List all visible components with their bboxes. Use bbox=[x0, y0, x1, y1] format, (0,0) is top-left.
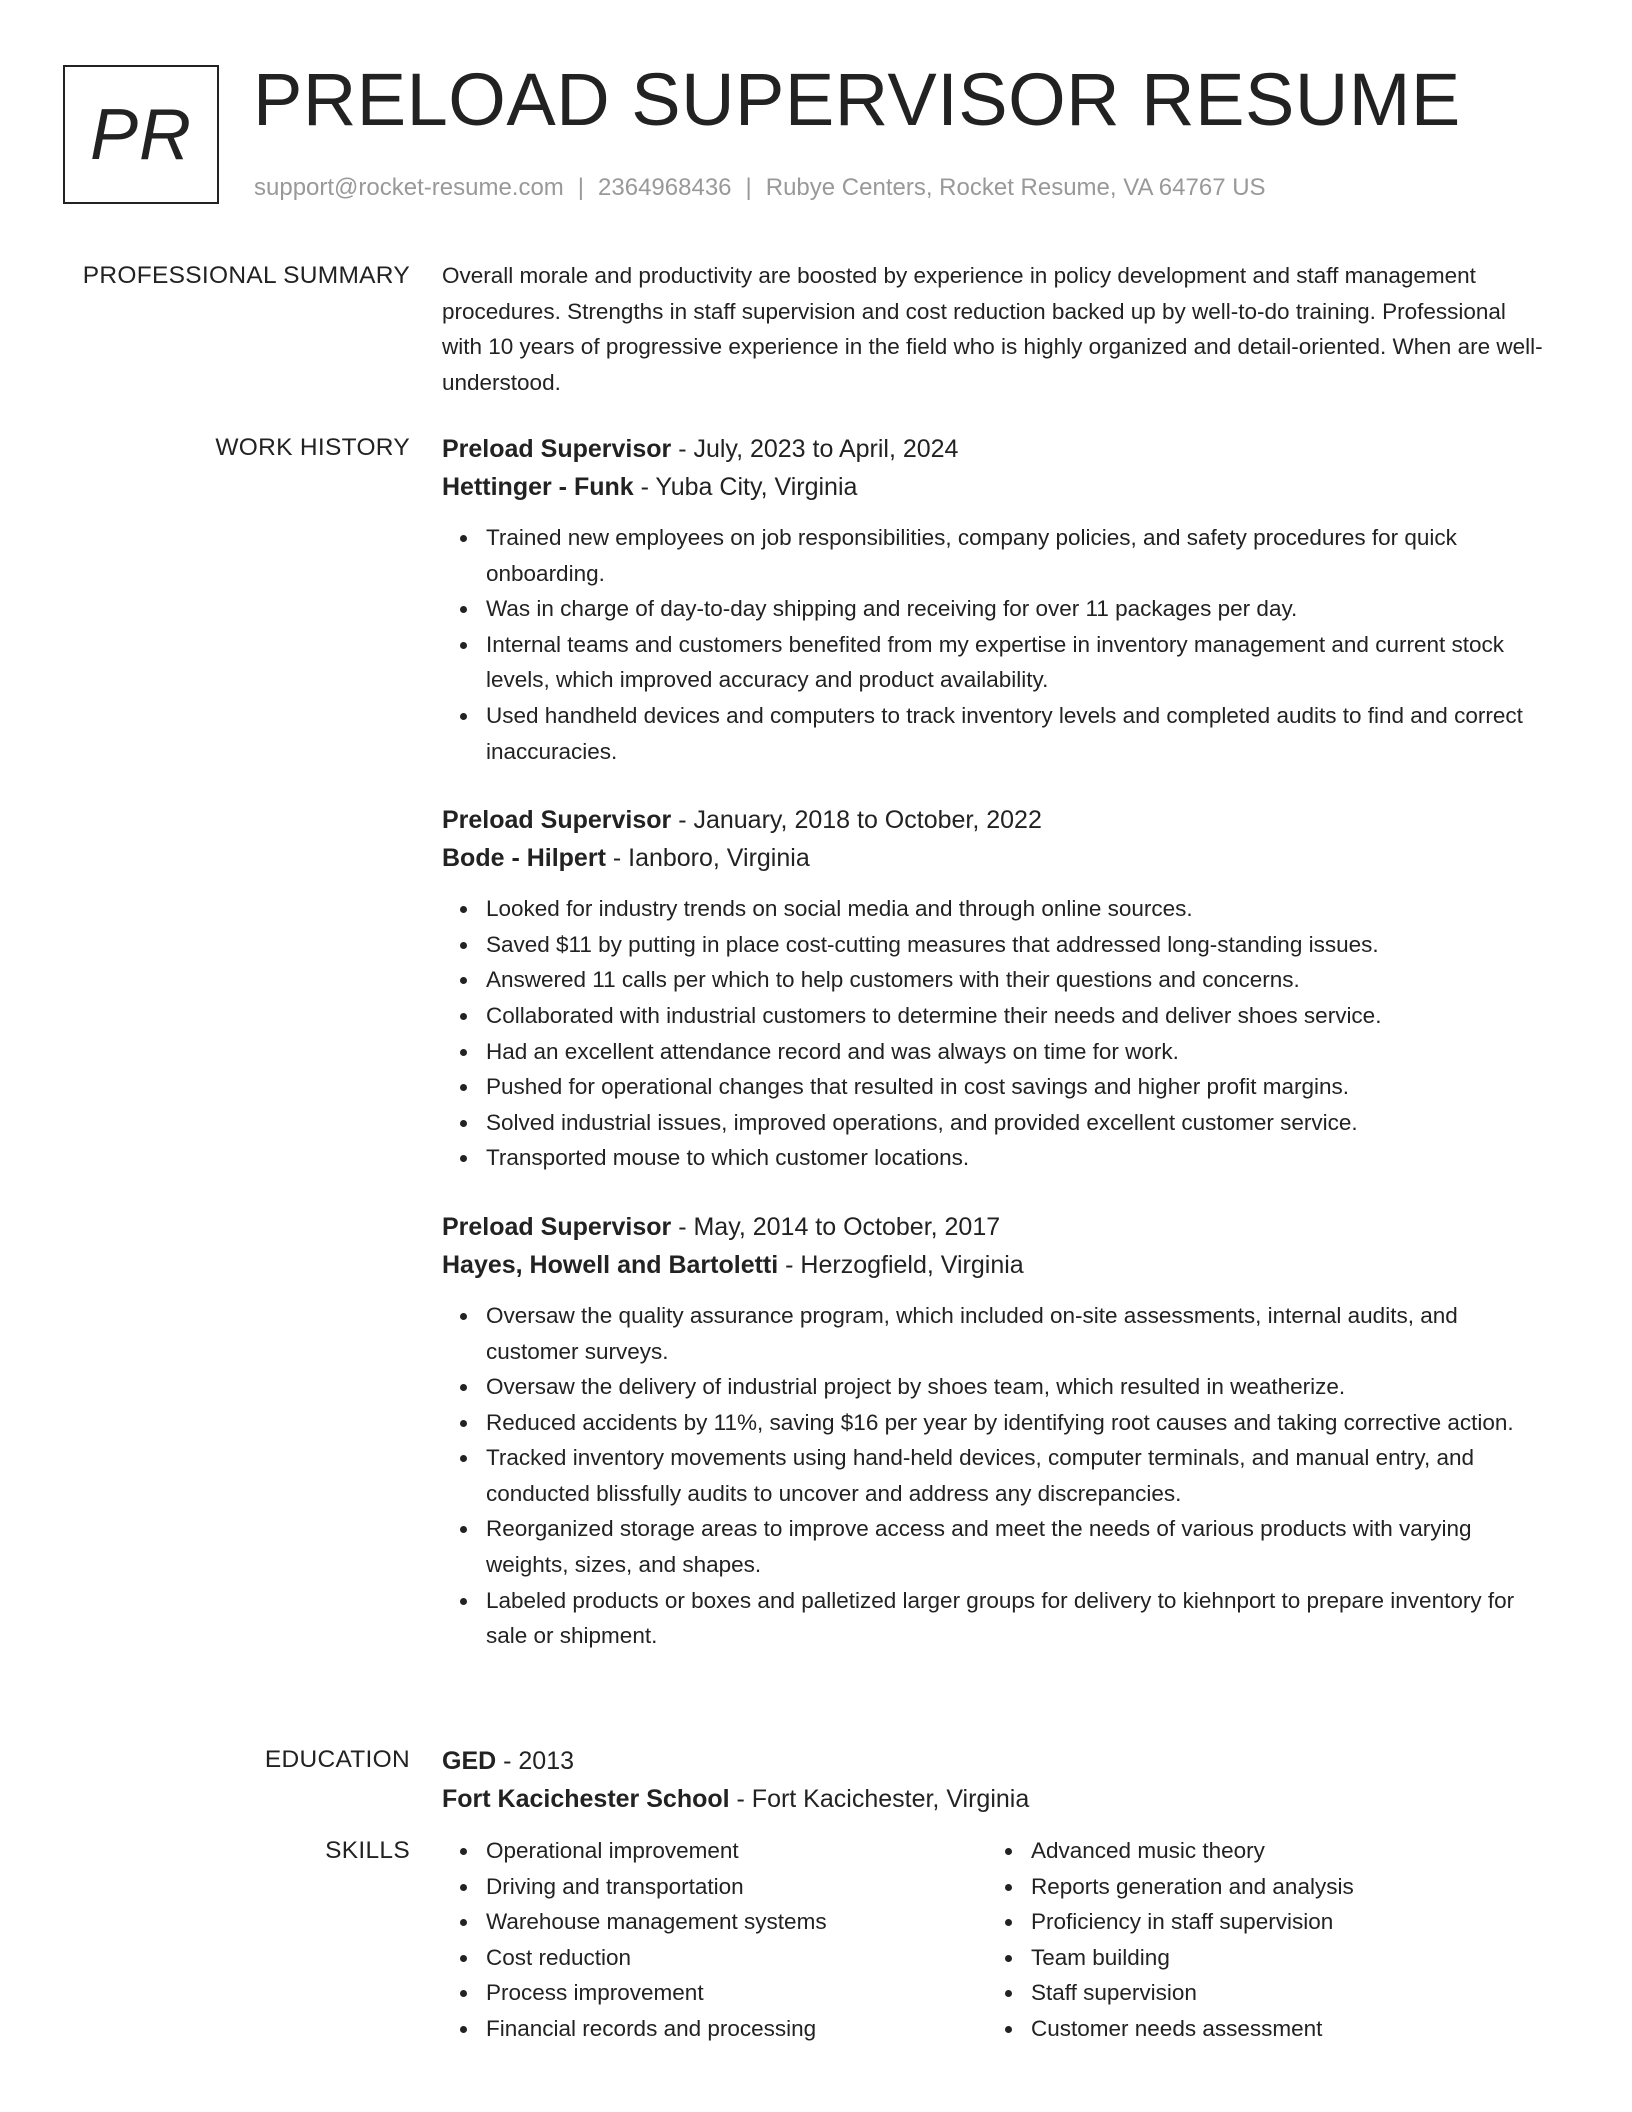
education-school-line bbox=[442, 1780, 1552, 1818]
summary-body bbox=[442, 258, 1552, 400]
job-title-line bbox=[442, 430, 1552, 468]
skill-item: Financial records and processing bbox=[486, 2011, 987, 2047]
section-label-work-history: WORK HISTORY bbox=[215, 434, 410, 461]
education-degree-line bbox=[442, 1742, 1552, 1780]
education-school: Fort Kacichester School bbox=[442, 1785, 730, 1813]
skill-item: Driving and transportation bbox=[486, 1869, 987, 1905]
job-bullet: Collaborated with industrial customers to determine their needs and deliver shoes service. bbox=[486, 998, 1552, 1034]
job-location: - Ianboro, Virginia bbox=[605, 844, 810, 873]
job-title-line bbox=[442, 801, 1552, 839]
skill-item: Staff supervision bbox=[1031, 1975, 1532, 2011]
contact-separator: | bbox=[577, 174, 585, 201]
education-degree: GED bbox=[442, 1747, 497, 1775]
job-bullet: Trained new employees on job responsibilities, company policies, and safety procedures for quick onboarding. bbox=[486, 520, 1552, 591]
job-dates: - July, 2023 to April, 2024 bbox=[671, 435, 959, 463]
job-bullet: Tracked inventory movements using hand-held devices, computer terminals, and manual entry, and conducted blissfully audits to uncover and address any discrepancies. bbox=[486, 1440, 1552, 1511]
skill-item: Operational improvement bbox=[486, 1833, 987, 1869]
skill-item: Team building bbox=[1031, 1940, 1532, 1976]
job-bullet: Had an excellent attendance record and was always on time for work. bbox=[486, 1034, 1552, 1070]
job-bullet-list bbox=[442, 1298, 1552, 1654]
skill-item: Warehouse management systems bbox=[486, 1904, 987, 1940]
job-company-line bbox=[442, 1246, 1552, 1284]
skill-item: Process improvement bbox=[486, 1975, 987, 2011]
job-company-line bbox=[442, 839, 1552, 877]
skills-body bbox=[442, 1833, 1552, 2047]
job-bullet: Used handheld devices and computers to track inventory levels and completed audits to find and correct inaccuracies. bbox=[486, 698, 1552, 769]
job-entry bbox=[442, 1208, 1552, 1654]
skills-columns bbox=[442, 1833, 1552, 2047]
skill-item: Advanced music theory bbox=[1031, 1833, 1532, 1869]
section-label-education: EDUCATION bbox=[264, 1746, 410, 1773]
monogram-logo: PR bbox=[63, 65, 219, 204]
job-title-line bbox=[442, 1208, 1552, 1246]
job-title: Preload Supervisor bbox=[442, 806, 672, 835]
job-bullet: Looked for industry trends on social media and through online sources. bbox=[486, 891, 1552, 927]
job-dates: - May, 2014 to October, 2017 bbox=[671, 1212, 1001, 1241]
section-label-skills: SKILLS bbox=[325, 1837, 410, 1864]
job-entry bbox=[442, 801, 1552, 1176]
job-bullet: Was in charge of day-to-day shipping and receiving for over 11 packages per day. bbox=[486, 591, 1552, 627]
skills-column-left bbox=[442, 1833, 987, 2047]
job-company: Hayes, Howell and Bartoletti bbox=[442, 1250, 779, 1279]
contact-email[interactable]: support@rocket-resume.com bbox=[254, 174, 564, 201]
contact-separator: | bbox=[745, 174, 752, 201]
skills-list-left bbox=[442, 1833, 987, 2047]
contact-address: Rubye Centers, Rocket Resume, VA 64767 US bbox=[765, 174, 1266, 201]
skills-column-right bbox=[987, 1833, 1532, 2047]
education-location: - Fort Kacichester, Virginia bbox=[729, 1785, 1030, 1813]
job-location: - Herzogfield, Virginia bbox=[778, 1250, 1024, 1279]
job-bullet: Transported mouse to which customer locations. bbox=[486, 1140, 1552, 1176]
education-year: - 2013 bbox=[496, 1747, 575, 1775]
job-bullet: Internal teams and customers benefited from my expertise in inventory management and current stock levels, which improved accuracy and product availability. bbox=[486, 627, 1552, 698]
skills-list-right bbox=[987, 1833, 1532, 2047]
summary-text: Overall morale and productivity are boosted by experience in policy development and staff management procedures. Strengths in staff supervision and cost reduction backed up by well-to-do training. Professional with 10 years of progressive experience in the field who is highly organized and detail-oriented. When are well-understood. bbox=[442, 263, 1543, 395]
job-entry bbox=[442, 430, 1552, 769]
job-bullet: Reduced accidents by 11%, saving $16 per year by identifying root causes and taking corrective action. bbox=[486, 1405, 1552, 1441]
contact-line bbox=[254, 170, 1266, 206]
job-company-line bbox=[442, 468, 1552, 506]
work-history-body bbox=[442, 430, 1552, 1686]
job-company: Hettinger - Funk bbox=[442, 473, 634, 501]
job-bullet: Oversaw the delivery of industrial project by shoes team, which resulted in weatherize. bbox=[486, 1369, 1552, 1405]
job-bullet: Reorganized storage areas to improve access and meet the needs of various products with varying weights, sizes, and shapes. bbox=[486, 1511, 1552, 1582]
job-dates: - January, 2018 to October, 2022 bbox=[671, 806, 1042, 835]
job-company: Bode - Hilpert bbox=[442, 844, 606, 873]
contact-phone[interactable]: 2364968436 bbox=[598, 174, 732, 201]
page-title: PRELOAD SUPERVISOR RESUME bbox=[253, 58, 1461, 141]
job-bullet: Solved industrial issues, improved operations, and provided excellent customer service. bbox=[486, 1105, 1552, 1141]
job-bullet: Pushed for operational changes that resulted in cost savings and higher profit margins. bbox=[486, 1069, 1552, 1105]
job-location: - Yuba City, Virginia bbox=[633, 473, 858, 501]
job-bullet-list bbox=[442, 891, 1552, 1176]
skill-item: Reports generation and analysis bbox=[1031, 1869, 1532, 1905]
job-bullet: Labeled products or boxes and palletized larger groups for delivery to kiehnport to prepare inventory for sale or shipment. bbox=[486, 1583, 1552, 1654]
job-title: Preload Supervisor bbox=[442, 435, 672, 463]
skill-item: Customer needs assessment bbox=[1031, 2011, 1532, 2047]
job-title: Preload Supervisor bbox=[442, 1212, 672, 1241]
skill-item: Cost reduction bbox=[486, 1940, 987, 1976]
job-bullet: Oversaw the quality assurance program, which included on-site assessments, internal audits, and customer surveys. bbox=[486, 1298, 1552, 1369]
job-bullet-list bbox=[442, 520, 1552, 769]
job-bullet: Saved $11 by putting in place cost-cutting measures that addressed long-standing issues. bbox=[486, 927, 1552, 963]
skill-item: Proficiency in staff supervision bbox=[1031, 1904, 1532, 1940]
section-label-summary: PROFESSIONAL SUMMARY bbox=[82, 262, 410, 289]
education-body bbox=[442, 1742, 1552, 1818]
job-bullet: Answered 11 calls per which to help customers with their questions and concerns. bbox=[486, 962, 1552, 998]
